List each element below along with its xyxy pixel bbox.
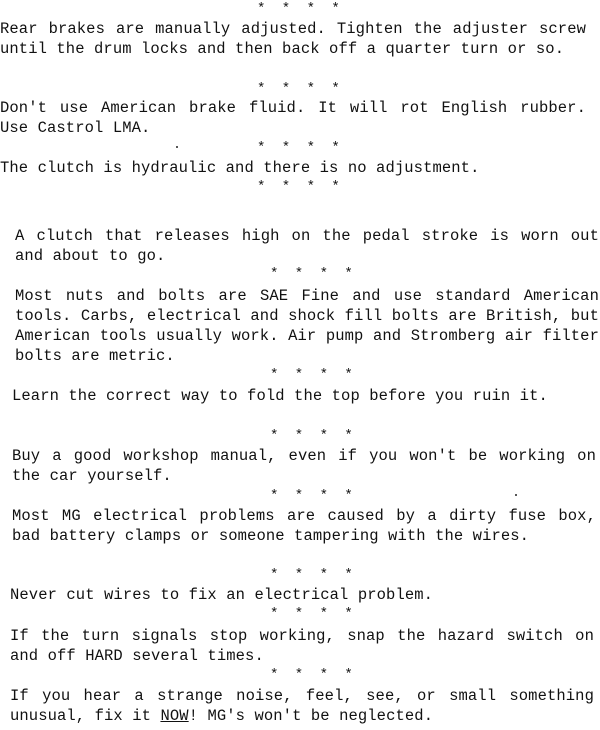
tip-strange-noise xyxy=(10,686,594,726)
tip-strange-noise-text-end: ! MG's won't be neglected. xyxy=(188,707,434,725)
separator-stars: * * * * xyxy=(270,488,357,504)
separator-stars: * * * * xyxy=(257,1,344,17)
tip-workshop-manual: Buy a good workshop manual, even if you won't be working on the car yourself. xyxy=(12,447,596,485)
separator-stars: * * * * xyxy=(270,428,357,444)
tip-electrical-problems: Most MG electrical problems are caused by a dirty fuse box, bad battery clamps or someone tampering with the wires. xyxy=(12,507,596,545)
scan-speck xyxy=(176,146,178,148)
tip-clutch-release: A clutch that releases high on the pedal stroke is worn out and about to go. xyxy=(15,227,599,265)
tip-rear-brakes: Rear brakes are manually adjusted. Tighten the adjuster screw until the drum locks and then back off a quarter turn or so. xyxy=(0,20,586,58)
separator-stars: * * * * xyxy=(257,179,344,195)
scan-speck xyxy=(515,494,517,496)
separator-stars: * * * * xyxy=(270,367,357,383)
separator-stars: * * * * xyxy=(270,567,357,583)
separator-stars: * * * * xyxy=(270,667,357,683)
tip-cut-wires: Never cut wires to fix an electrical problem. xyxy=(10,586,434,604)
tip-fold-top: Learn the correct way to fold the top before you ruin it. xyxy=(12,387,548,405)
tip-clutch-hydraulic: The clutch is hydraulic and there is no adjustment. xyxy=(0,159,480,177)
tip-brake-fluid: Don't use American brake fluid. It will rot English rubber. Use Castrol LMA. xyxy=(0,99,586,137)
tip-nuts-bolts: Most nuts and bolts are SAE Fine and use standard American tools. Carbs, electrical and shock fill bolts are British, but American tools usually work. Air pump and Stromberg air filter bolts are metric. xyxy=(15,287,599,365)
tip-strange-noise-text: If you hear a strange noise, feel, see, or small something unusual, fix it xyxy=(10,687,594,725)
emphasis-now: NOW xyxy=(160,707,189,725)
separator-stars: * * * * xyxy=(270,606,357,622)
separator-stars: * * * * xyxy=(257,81,344,97)
separator-stars: * * * * xyxy=(270,266,357,282)
tip-turn-signals: If the turn signals stop working, snap the hazard switch on and off HARD several times. xyxy=(10,627,594,665)
separator-stars: * * * * xyxy=(257,140,344,156)
